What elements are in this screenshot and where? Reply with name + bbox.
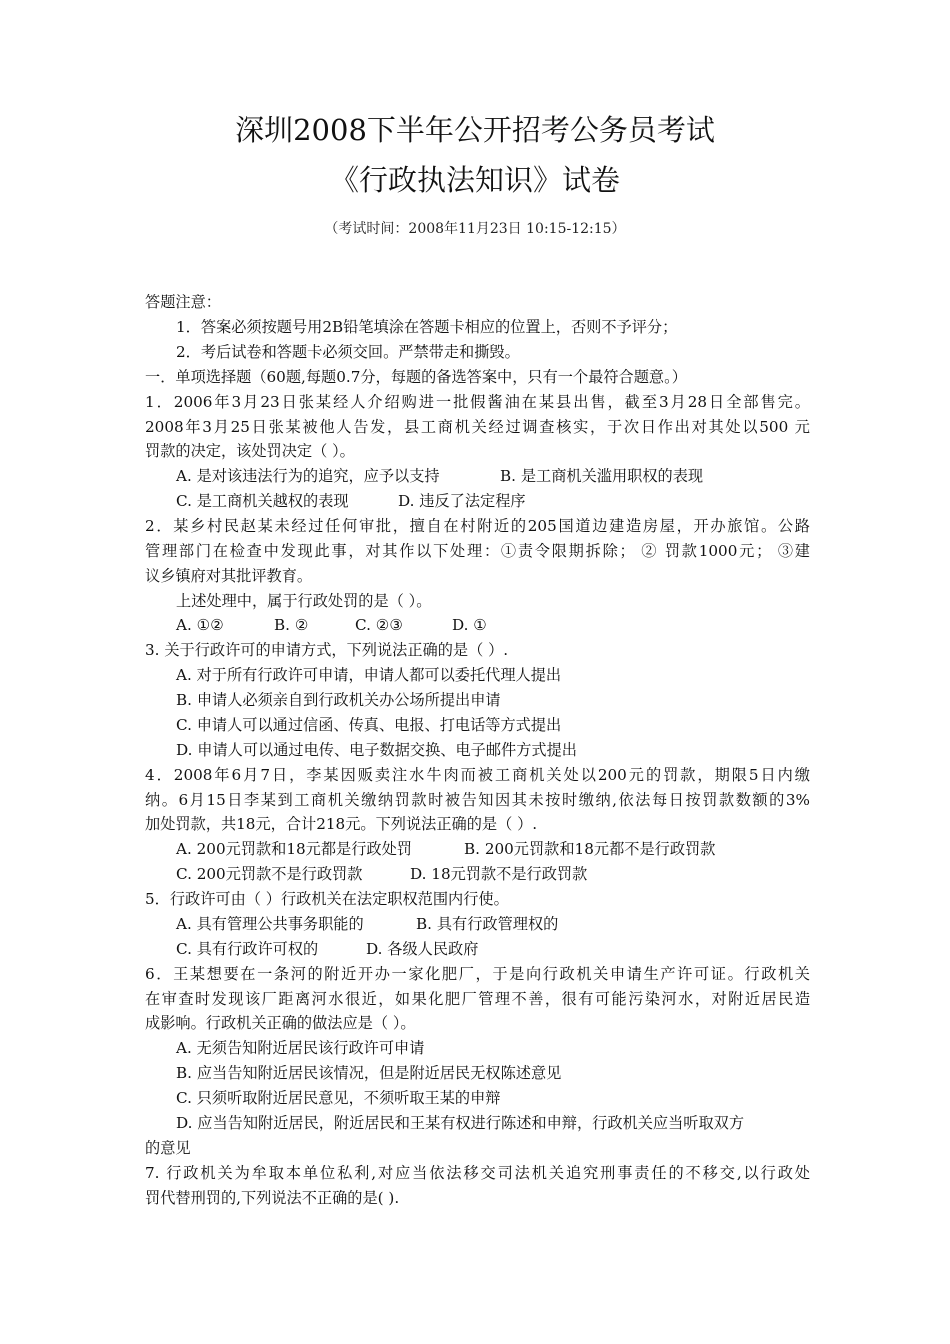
question-1-line: 1．2006年3月23日张某经人介绍购进一批假酱油在某县出售，截至3月28日全部售完。: [145, 393, 810, 411]
option-a: A. ①②: [176, 616, 224, 634]
note-item: 1．答案必须按题号用2B铅笔填涂在答题卡相应的位置上，否则不予评分；: [176, 318, 678, 336]
question-1-line: 罚款的决定，该处罚决定（ ）。: [145, 442, 355, 460]
question-2-line: 议乡镇府对其批评教育。: [145, 567, 313, 585]
option-a: A. 具有管理公共事务职能的: [176, 915, 364, 933]
question-2-line: 管理部门在检查中发现此事，对其作以下处理：①责令限期拆除； ② 罚款1000元； ③建: [145, 542, 810, 560]
question-4-line: 4．2008年6月7日，李某因贩卖注水牛肉而被工商机关处以200元的罚款，期限5日内缴: [145, 766, 810, 784]
note-item: 2．考后试卷和答题卡必须交回。严禁带走和撕毁。: [176, 343, 520, 361]
option-a: A. 是对该违法行为的追究，应予以支持: [176, 467, 440, 485]
section-heading: 一．单项选择题（60题,每题0.7分，每题的备选答案中，只有一个最符合题意。）: [145, 368, 687, 386]
option-d: D. 申请人可以通过电传、电子数据交换、电子邮件方式提出: [176, 741, 577, 759]
option-b: B. ②: [274, 616, 309, 634]
option-c: C. ②③: [355, 616, 403, 634]
option-a: A. 无须告知附近居民该行政许可申请: [176, 1039, 425, 1057]
option-d: D. 应当告知附近居民，附近居民和王某有权进行陈述和申辩，行政机关应当听取双方: [176, 1114, 745, 1132]
notes-heading: 答题注意：: [145, 293, 221, 311]
question-4-options-row: [176, 839, 816, 859]
option-a: A. 200元罚款和18元都是行政处罚: [176, 840, 412, 858]
option-c: C. 只须听取附近居民意见，不须听取王某的申辩: [176, 1089, 501, 1107]
option-b: B. 是工商机关滥用职权的表现: [500, 467, 704, 485]
option-b: B. 申请人必须亲自到行政机关办公场所提出申请: [176, 691, 501, 709]
question-4-options-row: [176, 864, 816, 884]
exam-title: 深圳2008下半年公开招考公务员考试: [235, 113, 715, 147]
question-1-options-row: [176, 491, 816, 511]
question-4-line: 纳。6月15日李某到工商机关缴纳罚款时被告知因其未按时缴纳,依法每日按罚款数额的3%: [145, 791, 810, 809]
option-b: B. 应当告知附近居民该情况，但是附近居民无权陈述意见: [176, 1064, 562, 1082]
question-1-options-row: [176, 466, 816, 486]
option-c: C. 具有行政许可权的: [176, 940, 319, 958]
option-a: A. 对于所有行政许可申请，申请人都可以委托代理人提出: [176, 666, 562, 684]
exam-time: （考试时间：2008年11月23日 10:15-12:15）: [324, 221, 626, 237]
question-6-line: 在审查时发现该厂距离河水很近，如果化肥厂管理不善，很有可能污染河水，对附近居民造: [145, 990, 810, 1008]
option-d: D. ①: [452, 616, 487, 634]
option-d: D. 各级人民政府: [366, 940, 479, 958]
question-7-line: 罚代替刑罚的,下列说法不正确的是( ).: [145, 1189, 400, 1207]
question-6-line: 6．王某想要在一条河的附近开办一家化肥厂，于是向行政机关申请生产许可证。行政机关: [145, 965, 810, 983]
option-d: D. 18元罚款不是行政罚款: [410, 865, 588, 883]
option-d-continuation: 的意见: [145, 1139, 191, 1157]
question-2-prompt: 上述处理中，属于行政处罚的是（ ）。: [176, 592, 432, 610]
option-c: C. 200元罚款不是行政罚款: [176, 865, 363, 883]
question-4-line: 加处罚款，共18元，合计218元。下列说法正确的是（ ）.: [145, 815, 538, 833]
question-1-line: 2008年3月25日张某被他人告发，县工商机关经过调查核实，于次日作出对其处以500 元: [145, 418, 810, 436]
question-5-options-row: [176, 939, 816, 959]
question-3-line: 3. 关于行政许可的申请方式，下列说法正确的是（ ）.: [145, 641, 509, 659]
option-b: B. 具有行政管理权的: [416, 915, 559, 933]
exam-subject-title: 《行政执法知识》试卷: [329, 163, 620, 197]
option-b: B. 200元罚款和18元都不是行政罚款: [464, 840, 716, 858]
question-2-options-row: [176, 615, 816, 635]
question-2-line: 2．某乡村民赵某未经过任何审批，擅自在村附近的205国道边建造房屋，开办旅馆。公路: [145, 517, 810, 535]
question-5-options-row: [176, 914, 816, 934]
option-c: C. 申请人可以通过信函、传真、电报、打电话等方式提出: [176, 716, 562, 734]
question-7-line: 7. 行政机关为牟取本单位私利,对应当依法移交司法机关追究刑事责任的不移交,以行政处: [145, 1164, 810, 1182]
question-5-line: 5．行政许可由（ ）行政机关在法定职权范围内行使。: [145, 890, 509, 908]
option-c: C. 是工商机关越权的表现: [176, 492, 349, 510]
option-d: D. 违反了法定程序: [398, 492, 526, 510]
question-6-line: 成影响。行政机关正确的做法应是（ ）。: [145, 1014, 416, 1032]
